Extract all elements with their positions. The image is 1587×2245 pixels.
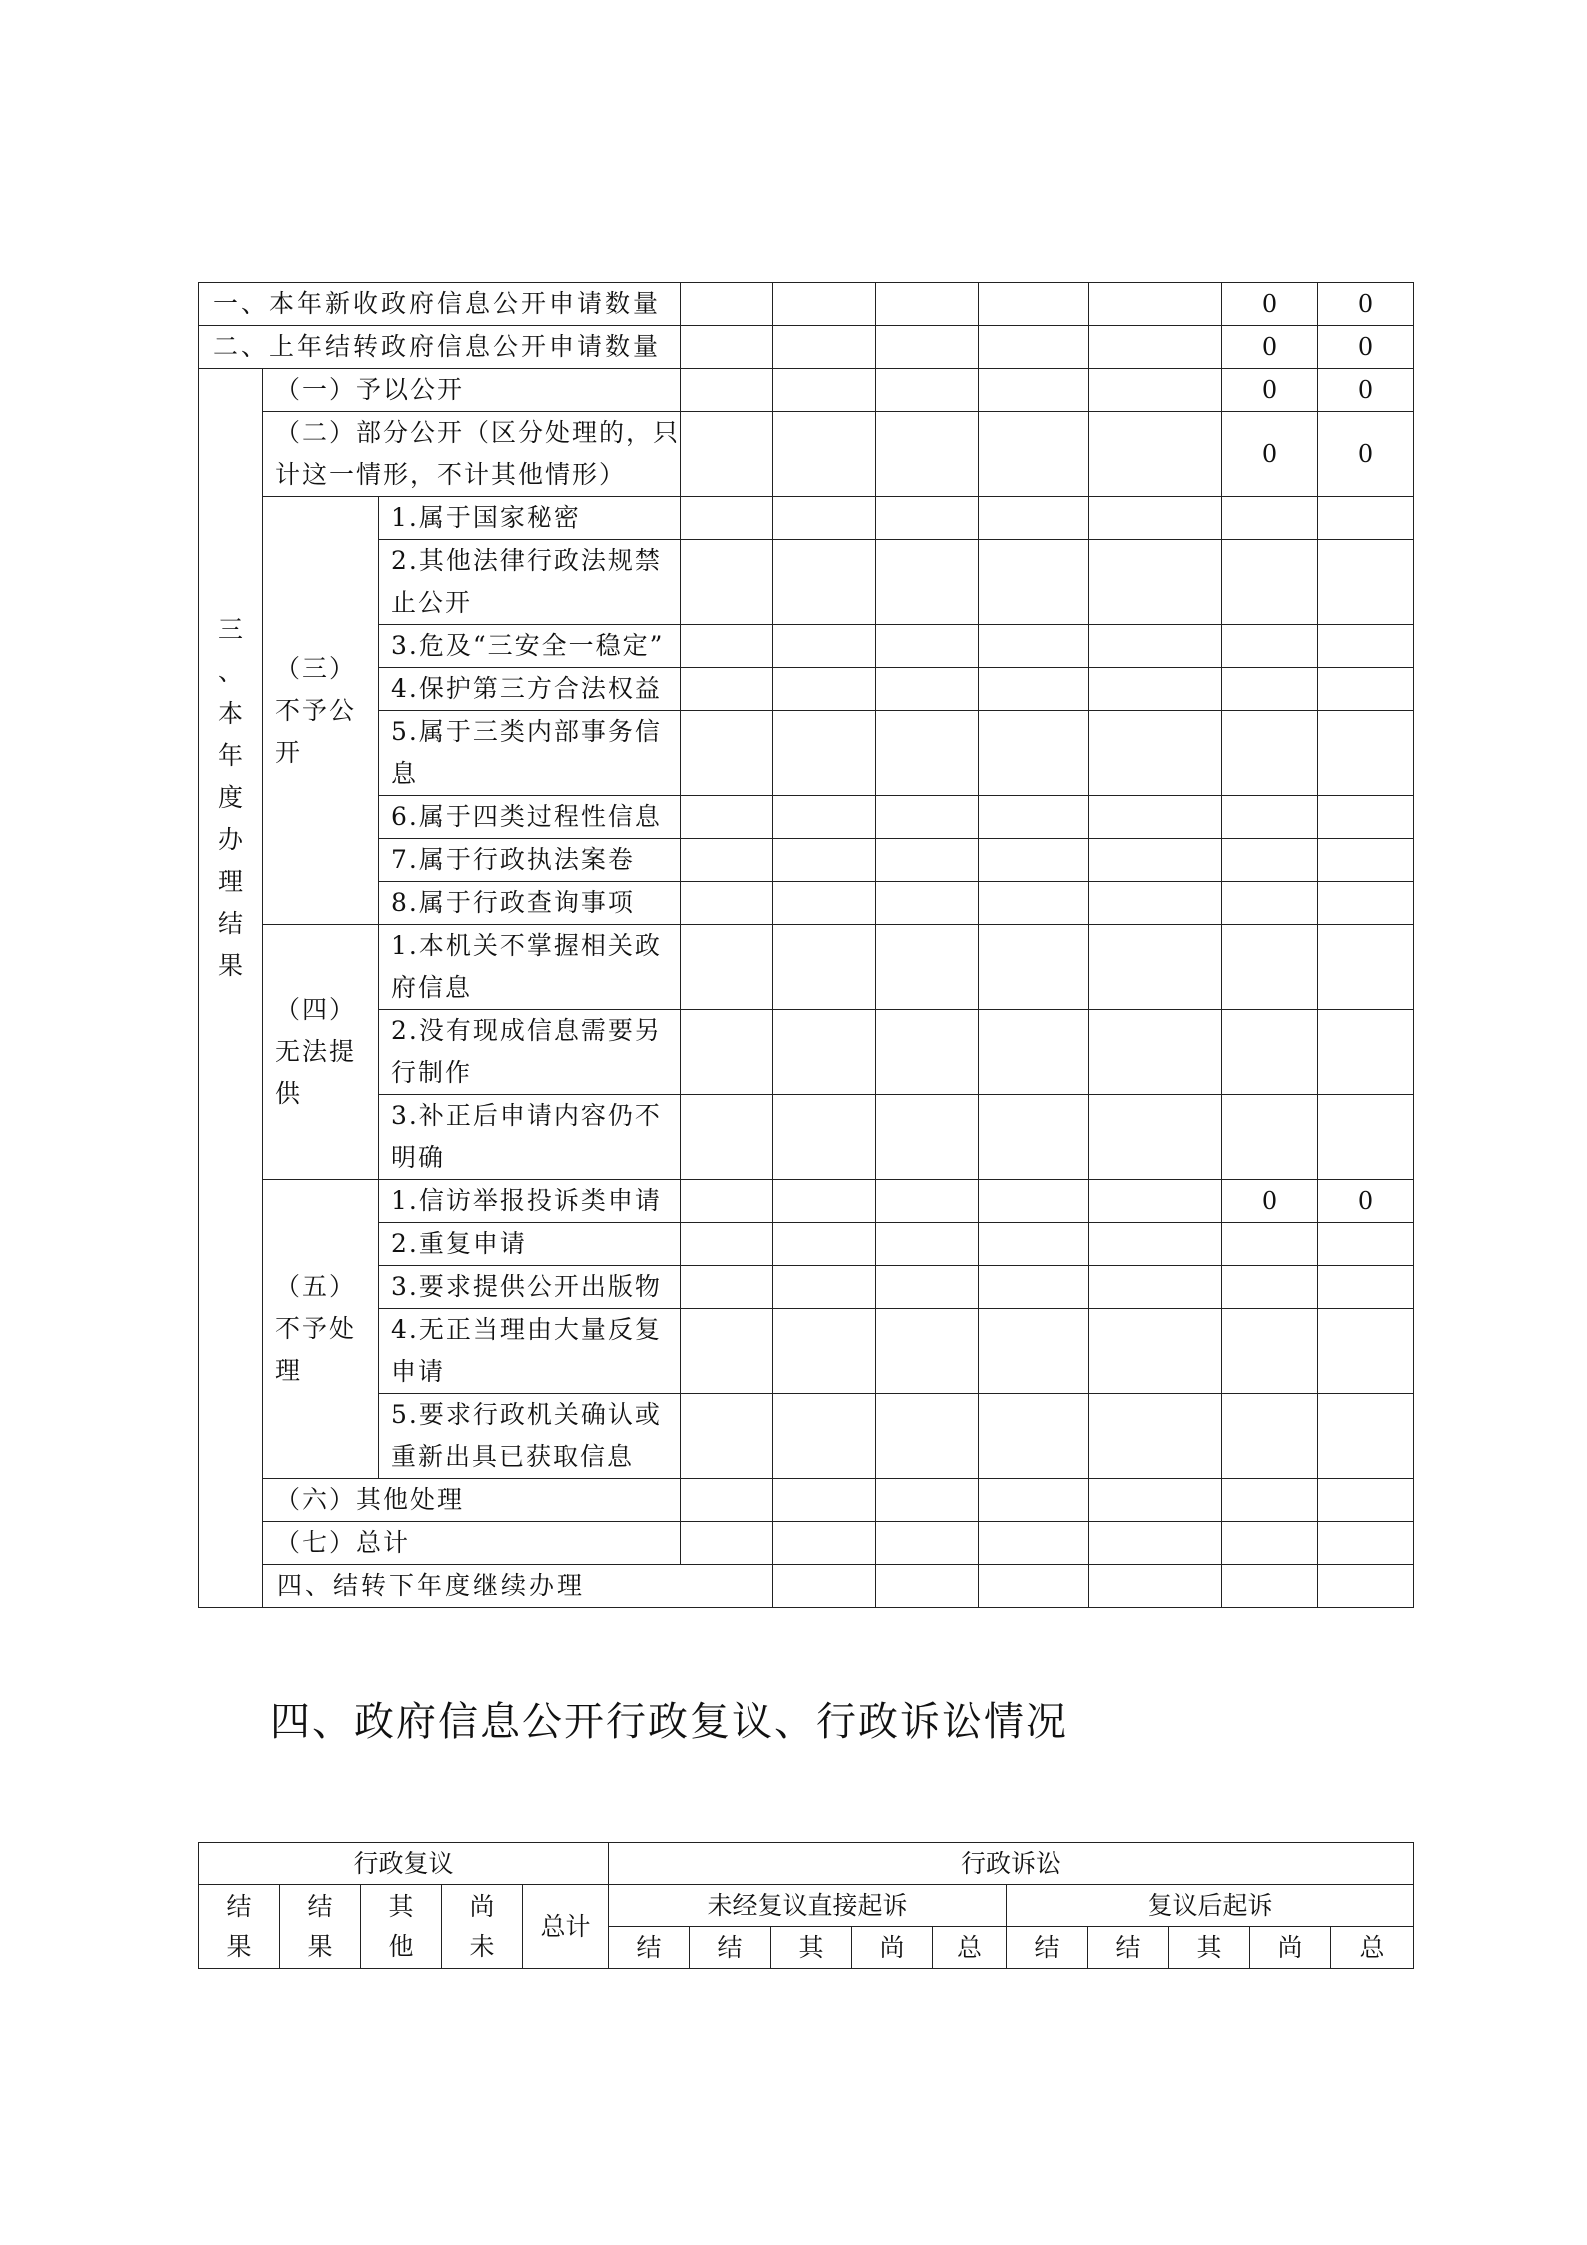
section-3-char: 本 bbox=[217, 699, 243, 728]
table-row bbox=[199, 796, 1414, 839]
value-cell bbox=[1318, 711, 1414, 796]
after-review-header: 复议后起诉 bbox=[1007, 1885, 1414, 1927]
table-row bbox=[199, 1522, 1414, 1565]
value-cell bbox=[773, 326, 876, 369]
table-row bbox=[199, 369, 1414, 412]
row-label: 一、本年新收政府信息公开申请数量 bbox=[199, 283, 681, 326]
review-col-3 bbox=[361, 1885, 442, 1969]
value-cell bbox=[773, 1180, 876, 1223]
value-cell bbox=[979, 668, 1089, 711]
review-col-4 bbox=[442, 1885, 523, 1969]
value-cell bbox=[773, 1223, 876, 1266]
value-cell bbox=[979, 1223, 1089, 1266]
value-cell bbox=[1089, 497, 1222, 540]
value-cell bbox=[979, 1394, 1089, 1479]
value-cell bbox=[773, 796, 876, 839]
value-cell bbox=[1222, 925, 1318, 1010]
table-row bbox=[199, 1010, 1414, 1095]
value-cell bbox=[876, 1180, 979, 1223]
value-cell bbox=[681, 1394, 773, 1479]
g5-label: （五）不予处理 bbox=[263, 1180, 379, 1479]
value-cell bbox=[1089, 1010, 1222, 1095]
item-label: 3.危及“三安全一稳定” bbox=[379, 625, 681, 668]
value-cell bbox=[1089, 1394, 1222, 1479]
value-cell bbox=[979, 497, 1089, 540]
value-cell bbox=[681, 497, 773, 540]
value-cell bbox=[1222, 1394, 1318, 1479]
table-row bbox=[199, 540, 1414, 625]
value-cell bbox=[1318, 796, 1414, 839]
value-cell: 0 bbox=[1222, 369, 1318, 412]
value-cell bbox=[979, 1565, 1089, 1608]
value-cell bbox=[1318, 1479, 1414, 1522]
item-label: 2.其他法律行政法规禁止公开 bbox=[379, 540, 681, 625]
item-label: 1.属于国家秘密 bbox=[379, 497, 681, 540]
item-label: 3.要求提供公开出版物 bbox=[379, 1266, 681, 1309]
value-cell bbox=[979, 1309, 1089, 1394]
value-cell bbox=[681, 1180, 773, 1223]
value-cell bbox=[681, 668, 773, 711]
value-cell bbox=[773, 1309, 876, 1394]
review-col-1-text: 结 果 bbox=[226, 1891, 252, 1961]
value-cell bbox=[773, 1266, 876, 1309]
value-cell bbox=[1089, 1266, 1222, 1309]
value-cell bbox=[1222, 1095, 1318, 1180]
value-cell bbox=[979, 369, 1089, 412]
value-cell bbox=[876, 1309, 979, 1394]
value-cell bbox=[681, 1522, 773, 1565]
review-header: 行政复议 bbox=[199, 1843, 609, 1885]
value-cell bbox=[1318, 497, 1414, 540]
value-cell bbox=[876, 625, 979, 668]
value-cell bbox=[876, 1095, 979, 1180]
value-cell: 0 bbox=[1318, 1180, 1414, 1223]
value-cell bbox=[979, 326, 1089, 369]
value-cell bbox=[1089, 796, 1222, 839]
item-label: 5.要求行政机关确认或重新出具已获取信息 bbox=[379, 1394, 681, 1479]
value-cell bbox=[876, 1266, 979, 1309]
table-row bbox=[199, 925, 1414, 1010]
table-row bbox=[199, 412, 1414, 497]
value-cell bbox=[876, 1522, 979, 1565]
value-cell bbox=[1318, 1010, 1414, 1095]
litigation-sub-col: 结 bbox=[1007, 1927, 1088, 1969]
value-cell bbox=[1318, 625, 1414, 668]
value-cell bbox=[1318, 1309, 1414, 1394]
value-cell bbox=[681, 925, 773, 1010]
value-cell bbox=[1222, 1223, 1318, 1266]
value-cell bbox=[1089, 1223, 1222, 1266]
row-label: （六）其他处理 bbox=[263, 1479, 681, 1522]
value-cell bbox=[979, 1180, 1089, 1223]
value-cell bbox=[773, 1394, 876, 1479]
value-cell bbox=[681, 1479, 773, 1522]
review-col-1 bbox=[199, 1885, 280, 1969]
g4-label: （四）无法提供 bbox=[263, 925, 379, 1180]
review-col-4-text: 尚 未 bbox=[469, 1891, 495, 1961]
table-row bbox=[199, 326, 1414, 369]
section-3-label bbox=[199, 369, 263, 1608]
litigation-sub-col: 结 bbox=[1088, 1927, 1169, 1969]
table-row bbox=[199, 497, 1414, 540]
value-cell bbox=[876, 882, 979, 925]
value-cell bbox=[876, 497, 979, 540]
section-heading: 四、政府信息公开行政复议、行政诉讼情况 bbox=[270, 1699, 1068, 1745]
table-row bbox=[199, 283, 1414, 326]
value-cell bbox=[876, 540, 979, 625]
value-cell bbox=[773, 283, 876, 326]
item-label: 1.本机关不掌握相关政府信息 bbox=[379, 925, 681, 1010]
value-cell bbox=[1222, 1565, 1318, 1608]
value-cell: 0 bbox=[1222, 1180, 1318, 1223]
review-col-3-text: 其 他 bbox=[388, 1891, 414, 1961]
litigation-sub-col: 尚 bbox=[1250, 1927, 1331, 1969]
value-cell bbox=[1222, 1010, 1318, 1095]
value-cell bbox=[876, 1394, 979, 1479]
value-cell bbox=[773, 1010, 876, 1095]
section-3-char: 理 bbox=[217, 867, 243, 896]
row-label: （一）予以公开 bbox=[263, 369, 681, 412]
value-cell bbox=[681, 796, 773, 839]
value-cell bbox=[681, 326, 773, 369]
value-cell bbox=[773, 369, 876, 412]
value-cell bbox=[1089, 1565, 1222, 1608]
value-cell bbox=[1089, 1309, 1222, 1394]
table-row bbox=[199, 1309, 1414, 1394]
g3-label: （三）不予公开 bbox=[263, 497, 379, 925]
value-cell bbox=[1318, 1565, 1414, 1608]
value-cell bbox=[1089, 1522, 1222, 1565]
value-cell bbox=[979, 412, 1089, 497]
value-cell bbox=[773, 412, 876, 497]
value-cell bbox=[1222, 1266, 1318, 1309]
value-cell bbox=[773, 497, 876, 540]
value-cell bbox=[876, 796, 979, 839]
value-cell bbox=[876, 1479, 979, 1522]
value-cell bbox=[1089, 839, 1222, 882]
item-label: 7.属于行政执法案卷 bbox=[379, 839, 681, 882]
value-cell: 0 bbox=[1222, 326, 1318, 369]
table-row bbox=[199, 1095, 1414, 1180]
row-label: 四、结转下年度继续办理 bbox=[263, 1565, 773, 1608]
value-cell bbox=[979, 711, 1089, 796]
value-cell bbox=[1089, 369, 1222, 412]
value-cell bbox=[1089, 283, 1222, 326]
value-cell bbox=[1089, 625, 1222, 668]
value-cell bbox=[979, 1266, 1089, 1309]
value-cell bbox=[1089, 668, 1222, 711]
value-cell bbox=[681, 625, 773, 668]
value-cell bbox=[773, 540, 876, 625]
value-cell: 0 bbox=[1222, 283, 1318, 326]
value-cell bbox=[979, 925, 1089, 1010]
value-cell bbox=[1318, 1522, 1414, 1565]
value-cell bbox=[1318, 540, 1414, 625]
table-row bbox=[199, 625, 1414, 668]
value-cell bbox=[773, 1479, 876, 1522]
table-row bbox=[199, 668, 1414, 711]
value-cell bbox=[681, 1095, 773, 1180]
section-3-char: 年 bbox=[217, 741, 243, 770]
value-cell bbox=[1222, 1309, 1318, 1394]
value-cell bbox=[979, 1095, 1089, 1180]
value-cell bbox=[1318, 1394, 1414, 1479]
table-row bbox=[199, 1565, 1414, 1608]
litigation-sub-col: 尚 bbox=[852, 1927, 933, 1969]
litigation-sub-col: 其 bbox=[1169, 1927, 1250, 1969]
item-label: 8.属于行政查询事项 bbox=[379, 882, 681, 925]
value-cell bbox=[773, 839, 876, 882]
value-cell bbox=[1089, 540, 1222, 625]
table-row bbox=[199, 1479, 1414, 1522]
value-cell bbox=[1222, 625, 1318, 668]
value-cell bbox=[876, 711, 979, 796]
value-cell: 0 bbox=[1318, 283, 1414, 326]
review-col-2-text: 结 果 bbox=[307, 1891, 333, 1961]
value-cell bbox=[1222, 839, 1318, 882]
value-cell bbox=[1318, 668, 1414, 711]
litigation-header: 行政诉讼 bbox=[609, 1843, 1414, 1885]
litigation-sub-col: 结 bbox=[609, 1927, 690, 1969]
item-label: 3.补正后申请内容仍不明确 bbox=[379, 1095, 681, 1180]
value-cell bbox=[1089, 1479, 1222, 1522]
value-cell bbox=[1089, 1095, 1222, 1180]
value-cell bbox=[1089, 711, 1222, 796]
section-3-char: 结 bbox=[217, 909, 243, 938]
value-cell bbox=[681, 412, 773, 497]
value-cell: 0 bbox=[1318, 412, 1414, 497]
table-row bbox=[199, 711, 1414, 796]
value-cell bbox=[1318, 1095, 1414, 1180]
direct-suit-header: 未经复议直接起诉 bbox=[609, 1885, 1007, 1927]
review-litigation-table bbox=[198, 1842, 1414, 1969]
review-col-2 bbox=[280, 1885, 361, 1969]
value-cell bbox=[876, 1010, 979, 1095]
item-label: 2.重复申请 bbox=[379, 1223, 681, 1266]
value-cell bbox=[1222, 882, 1318, 925]
value-cell bbox=[773, 882, 876, 925]
value-cell: 0 bbox=[1222, 412, 1318, 497]
value-cell bbox=[681, 369, 773, 412]
value-cell bbox=[1222, 497, 1318, 540]
value-cell bbox=[1318, 925, 1414, 1010]
item-label: 1.信访举报投诉类申请 bbox=[379, 1180, 681, 1223]
value-cell bbox=[876, 412, 979, 497]
value-cell bbox=[681, 283, 773, 326]
value-cell bbox=[773, 1095, 876, 1180]
value-cell bbox=[876, 1223, 979, 1266]
value-cell bbox=[773, 1565, 876, 1608]
value-cell bbox=[1318, 1223, 1414, 1266]
item-label: 4.无正当理由大量反复申请 bbox=[379, 1309, 681, 1394]
item-label: 5.属于三类内部事务信息 bbox=[379, 711, 681, 796]
value-cell bbox=[979, 1522, 1089, 1565]
value-cell bbox=[979, 839, 1089, 882]
table-row bbox=[199, 1180, 1414, 1223]
litigation-sub-col: 其 bbox=[771, 1927, 852, 1969]
value-cell bbox=[681, 540, 773, 625]
section-3-char: 度 bbox=[217, 783, 243, 812]
litigation-sub-col: 总 bbox=[933, 1927, 1007, 1969]
value-cell bbox=[681, 882, 773, 925]
row-label: 二、上年结转政府信息公开申请数量 bbox=[199, 326, 681, 369]
value-cell bbox=[876, 668, 979, 711]
value-cell bbox=[1222, 711, 1318, 796]
value-cell bbox=[1089, 882, 1222, 925]
item-label: 6.属于四类过程性信息 bbox=[379, 796, 681, 839]
table-row bbox=[199, 1266, 1414, 1309]
section-3-char: 三 bbox=[217, 615, 243, 644]
value-cell bbox=[1318, 882, 1414, 925]
value-cell bbox=[1089, 326, 1222, 369]
value-cell bbox=[1222, 1522, 1318, 1565]
value-cell bbox=[1222, 796, 1318, 839]
value-cell bbox=[876, 326, 979, 369]
litigation-sub-col: 总 bbox=[1331, 1927, 1414, 1969]
value-cell bbox=[1222, 668, 1318, 711]
value-cell: 0 bbox=[1318, 326, 1414, 369]
value-cell bbox=[773, 668, 876, 711]
value-cell bbox=[1222, 540, 1318, 625]
value-cell bbox=[1089, 925, 1222, 1010]
value-cell bbox=[681, 1266, 773, 1309]
row-label: （二）部分公开（区分处理的，只计这一情形，不计其他情形） bbox=[263, 412, 681, 497]
litigation-sub-col: 结 bbox=[690, 1927, 771, 1969]
value-cell bbox=[773, 1522, 876, 1565]
table-row bbox=[199, 1223, 1414, 1266]
value-cell bbox=[876, 1565, 979, 1608]
section-3-char: 、 bbox=[217, 657, 243, 686]
value-cell bbox=[681, 711, 773, 796]
value-cell bbox=[979, 283, 1089, 326]
value-cell bbox=[773, 925, 876, 1010]
table-row bbox=[199, 882, 1414, 925]
row-label: （七）总计 bbox=[263, 1522, 681, 1565]
value-cell bbox=[876, 283, 979, 326]
item-label: 2.没有现成信息需要另行制作 bbox=[379, 1010, 681, 1095]
value-cell bbox=[876, 369, 979, 412]
value-cell bbox=[979, 796, 1089, 839]
item-label: 4.保护第三方合法权益 bbox=[379, 668, 681, 711]
table-row bbox=[199, 839, 1414, 882]
section-3-char: 办 bbox=[217, 825, 243, 854]
value-cell bbox=[1318, 1266, 1414, 1309]
value-cell bbox=[1089, 412, 1222, 497]
value-cell bbox=[876, 925, 979, 1010]
value-cell bbox=[681, 1223, 773, 1266]
value-cell bbox=[979, 1479, 1089, 1522]
value-cell bbox=[773, 711, 876, 796]
value-cell bbox=[979, 540, 1089, 625]
table-row bbox=[199, 1394, 1414, 1479]
value-cell bbox=[681, 1309, 773, 1394]
value-cell bbox=[681, 839, 773, 882]
value-cell bbox=[979, 1010, 1089, 1095]
value-cell bbox=[876, 839, 979, 882]
value-cell bbox=[979, 625, 1089, 668]
value-cell: 0 bbox=[1318, 369, 1414, 412]
value-cell bbox=[1089, 1180, 1222, 1223]
value-cell bbox=[979, 882, 1089, 925]
review-total: 总计 bbox=[523, 1885, 609, 1969]
value-cell bbox=[773, 625, 876, 668]
value-cell bbox=[681, 1010, 773, 1095]
value-cell bbox=[1222, 1479, 1318, 1522]
application-stats-table bbox=[198, 282, 1414, 1608]
value-cell bbox=[1318, 839, 1414, 882]
section-3-char: 果 bbox=[217, 951, 243, 980]
